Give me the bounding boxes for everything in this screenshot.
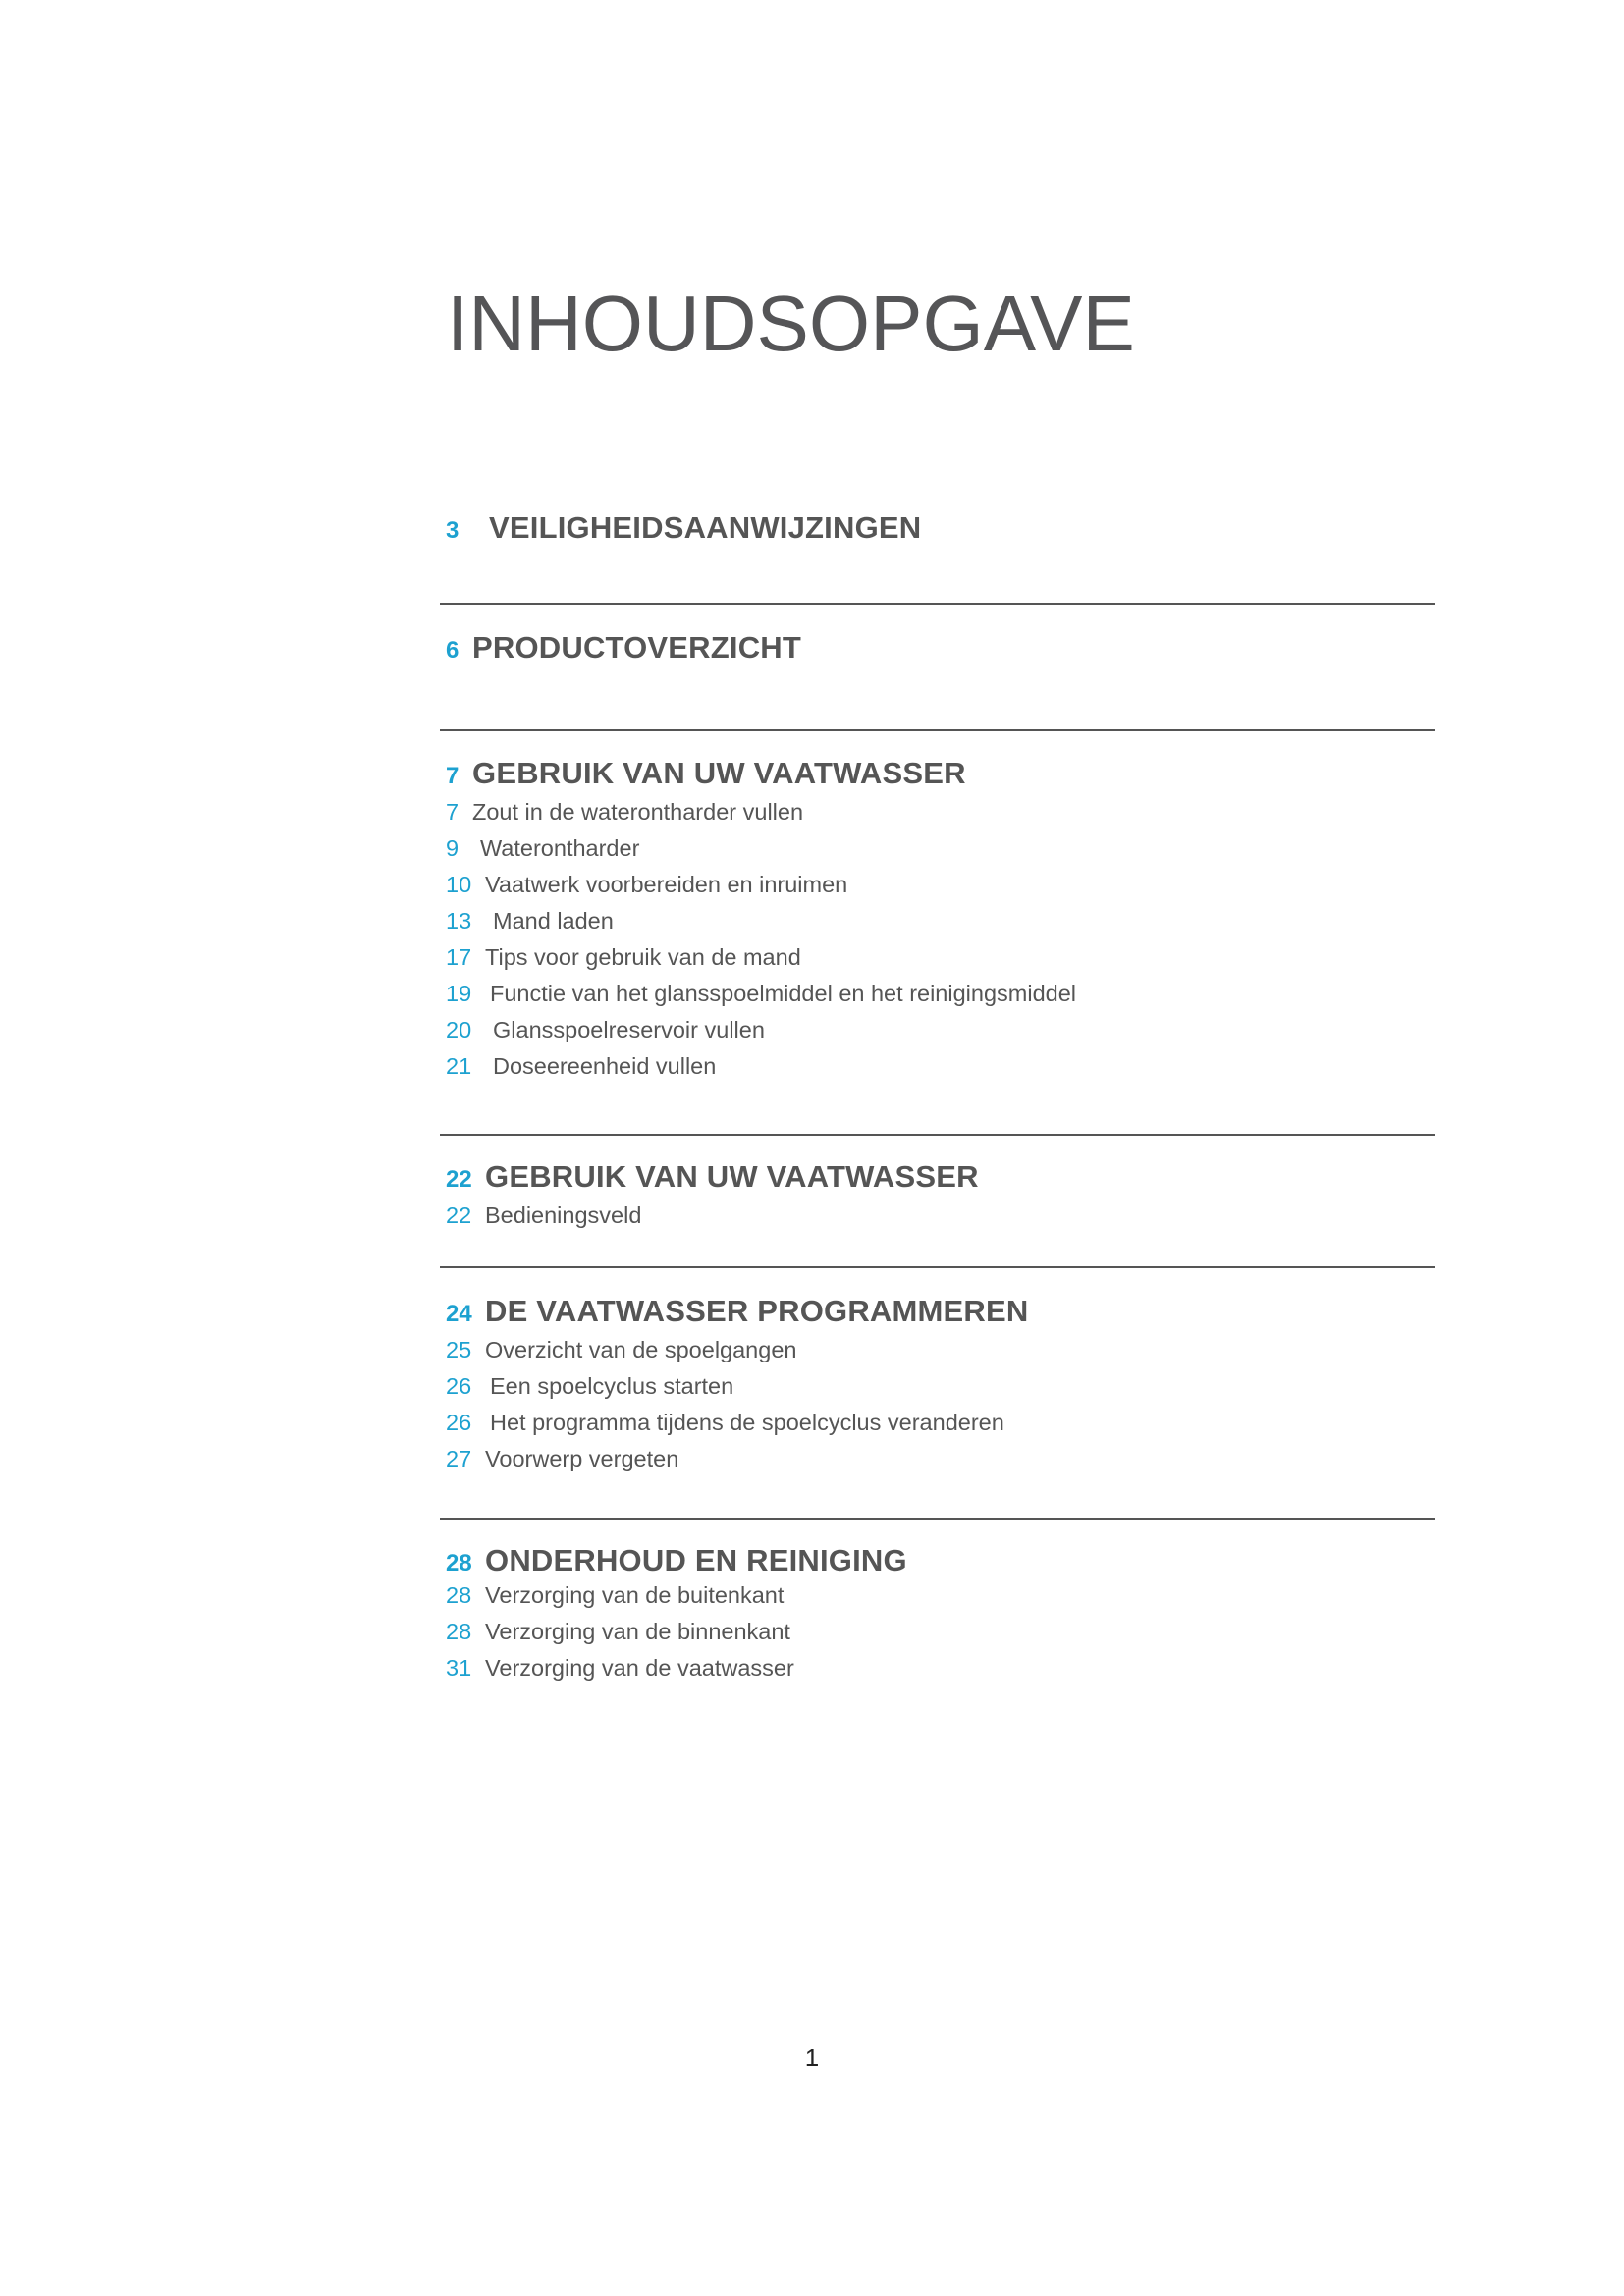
entry-label: Glansspoelreservoir vullen: [493, 1017, 765, 1042]
entry-page-number: 7: [446, 799, 460, 825]
table-of-contents: [440, 510, 1435, 1691]
entry-label: Verzorging van de binnenkant: [485, 1619, 790, 1644]
subsection-list: [440, 799, 1435, 1090]
entry-label: Bedieningsveld: [485, 1202, 642, 1228]
section-divider: [440, 1518, 1435, 1520]
toc-section: [440, 1294, 1435, 1482]
entry-label: Functie van het glansspoelmiddel en het reinigingsmiddel: [490, 981, 1077, 1006]
toc-section-heading[interactable]: [440, 756, 1435, 799]
subsection-list: [440, 1337, 1435, 1482]
toc-section-heading[interactable]: [440, 1543, 1435, 1582]
section-title: PRODUCTOVERZICHT: [472, 630, 802, 665]
section-page-number: 28: [446, 1550, 472, 1576]
toc-section: [440, 510, 1435, 560]
section-page-number: 3: [446, 517, 460, 544]
entry-label: Verzorging van de vaatwasser: [485, 1655, 794, 1681]
section-title: VEILIGHEIDSAANWIJZINGEN: [489, 510, 922, 545]
entry-label: Vaatwerk voorbereiden en inruimen: [485, 872, 848, 897]
toc-entry[interactable]: [440, 1655, 1435, 1691]
entry-label: Zout in de waterontharder vullen: [472, 799, 804, 825]
entry-page-number: 20: [446, 1017, 472, 1042]
entry-label: Verzorging van de buitenkant: [485, 1582, 785, 1608]
toc-entry[interactable]: [440, 1337, 1435, 1373]
section-page-number: 6: [446, 637, 460, 664]
entry-page-number: 17: [446, 944, 472, 970]
toc-entry[interactable]: [440, 944, 1435, 981]
page-title: INHOUDSOPGAVE: [447, 280, 1135, 367]
entry-page-number: 22: [446, 1202, 472, 1228]
entry-label: Voorwerp vergeten: [485, 1446, 679, 1471]
toc-section: [440, 630, 1435, 679]
toc-section-heading[interactable]: [440, 1159, 1435, 1202]
section-title: ONDERHOUD EN REINIGING: [485, 1543, 907, 1577]
toc-section: [440, 1159, 1435, 1239]
entry-label: Doseereenheid vullen: [493, 1053, 717, 1079]
entry-page-number: 28: [446, 1582, 472, 1608]
entry-label: Een spoelcyclus starten: [490, 1373, 734, 1399]
toc-entry[interactable]: [440, 908, 1435, 944]
toc-entry[interactable]: [440, 1619, 1435, 1655]
entry-page-number: 19: [446, 981, 472, 1006]
toc-section-heading[interactable]: [440, 1294, 1435, 1337]
entry-label: Overzicht van de spoelgangen: [485, 1337, 797, 1362]
section-title: GEBRUIK VAN UW VAATWASSER: [485, 1159, 979, 1194]
section-title: GEBRUIK VAN UW VAATWASSER: [472, 756, 966, 790]
toc-section: [440, 1543, 1435, 1691]
toc-section: [440, 756, 1435, 1090]
toc-entry[interactable]: [440, 1202, 1435, 1239]
section-divider: [440, 1134, 1435, 1136]
toc-section-heading[interactable]: [440, 510, 1435, 560]
entry-page-number: 26: [446, 1373, 472, 1399]
toc-entry[interactable]: [440, 835, 1435, 872]
entry-page-number: 10: [446, 872, 472, 897]
toc-entry[interactable]: [440, 872, 1435, 908]
section-divider: [440, 1266, 1435, 1268]
entry-label: Mand laden: [493, 908, 614, 934]
entry-page-number: 25: [446, 1337, 472, 1362]
section-page-number: 7: [446, 763, 460, 789]
toc-entry[interactable]: [440, 981, 1435, 1017]
toc-section-heading[interactable]: [440, 630, 1435, 679]
section-page-number: 22: [446, 1166, 472, 1193]
toc-entry[interactable]: [440, 1053, 1435, 1090]
entry-page-number: 21: [446, 1053, 472, 1079]
entry-label: Tips voor gebruik van de mand: [485, 944, 801, 970]
entry-page-number: 31: [446, 1655, 472, 1681]
toc-entry[interactable]: [440, 1410, 1435, 1446]
section-title: DE VAATWASSER PROGRAMMEREN: [485, 1294, 1029, 1328]
entry-label: Waterontharder: [480, 835, 640, 861]
subsection-list: [440, 1202, 1435, 1239]
toc-entry[interactable]: [440, 1582, 1435, 1619]
section-page-number: 24: [446, 1301, 472, 1327]
entry-label: Het programma tijdens de spoelcyclus veranderen: [490, 1410, 1004, 1435]
toc-entry[interactable]: [440, 799, 1435, 835]
entry-page-number: 26: [446, 1410, 472, 1435]
subsection-list: [440, 1582, 1435, 1691]
toc-entry[interactable]: [440, 1446, 1435, 1482]
section-divider: [440, 603, 1435, 605]
section-divider: [440, 729, 1435, 731]
page-number: 1: [804, 2043, 820, 2072]
toc-entry[interactable]: [440, 1017, 1435, 1053]
entry-page-number: 27: [446, 1446, 472, 1471]
entry-page-number: 28: [446, 1619, 472, 1644]
entry-page-number: 13: [446, 908, 472, 934]
entry-page-number: 9: [446, 835, 460, 861]
toc-entry[interactable]: [440, 1373, 1435, 1410]
